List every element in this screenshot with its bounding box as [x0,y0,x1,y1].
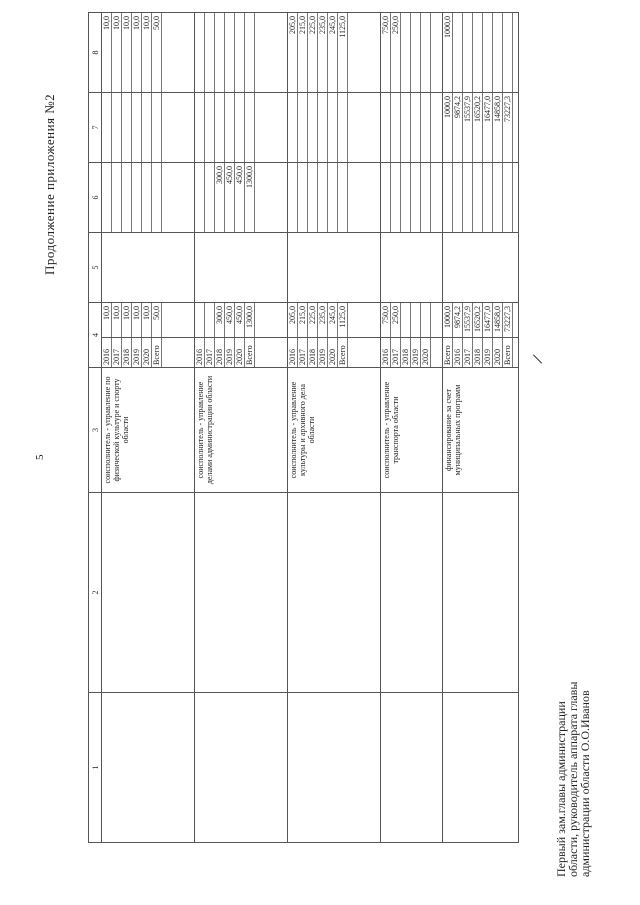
value-cell [195,13,205,92]
cell-years [195,338,288,368]
cell-col8 [288,13,381,93]
cell-col2 [288,493,381,693]
cell-col6 [195,163,288,233]
value-cell: 250,0 [391,303,401,337]
value-cell [318,163,328,232]
value-cell [421,93,431,162]
value-cell: 9874,2 [453,93,463,162]
value-cell: 450,0 [225,303,235,337]
value-cell [152,163,162,232]
value-cell [493,13,503,92]
value-cell: 2020 [421,338,431,367]
cell-col1 [195,693,288,843]
cell-col5 [381,233,443,303]
executor-text: соисполнитель - управление делами администрации области [196,375,214,485]
value-cell: 16477,0 [483,93,493,162]
column-number: 8 [89,13,102,93]
value-cell: 750,0 [381,303,391,337]
cell-col8 [195,13,288,93]
value-cell [401,303,411,337]
value-cell: 16520,2 [473,93,483,162]
cell-col6 [443,163,519,233]
value-cell [391,163,401,232]
cell-col8 [102,13,195,93]
value-cell [401,13,411,92]
pen-stroke [533,354,542,363]
cell-col8 [381,13,443,93]
value-cell [463,163,473,232]
cell-col7 [443,93,519,163]
value-cell [205,163,215,232]
cell-col5 [288,233,381,303]
value-cell: 2020 [142,338,152,367]
value-cell: 205,0 [288,303,298,337]
value-cell [463,13,473,92]
value-cell: 14858,0 [493,93,503,162]
value-cell: 245,0 [328,303,338,337]
value-cell [328,163,338,232]
value-cell: 16520,2 [473,303,483,337]
cell-col4 [443,303,519,338]
value-cell: 2020 [493,338,503,367]
value-cell: 10,0 [102,303,112,337]
value-cell [122,163,132,232]
cell-col8 [443,13,519,93]
value-cell [503,13,513,92]
cell-col6 [381,163,443,233]
executor-text: финансирование за счет муниципальных программ [444,384,462,476]
value-cell [205,13,215,92]
value-cell [473,13,483,92]
value-cell: 10,0 [142,303,152,337]
value-cell [245,13,255,92]
value-cell [288,163,298,232]
value-cell [298,93,308,162]
value-cell: 50,0 [152,13,162,92]
value-cell: 2017 [112,338,122,367]
value-cell: 10,0 [112,13,122,92]
column-number: 7 [89,93,102,163]
value-cell [338,93,348,162]
value-cell: 9874,2 [453,303,463,337]
table-row [381,13,443,843]
executor-text: соисполнитель - управление культуры и архивного дела области [289,381,316,479]
value-cell: Всего [152,338,162,367]
value-cell: 1000,0 [443,13,453,92]
value-cell [205,303,215,337]
value-cell: 10,0 [122,303,132,337]
value-cell [328,93,338,162]
cell-col6 [288,163,381,233]
value-cell [205,93,215,162]
value-cell: 2020 [328,338,338,367]
value-cell [288,93,298,162]
value-cell: 1125,0 [338,13,348,92]
value-cell [421,13,431,92]
value-cell [132,93,142,162]
value-cell: 2017 [298,338,308,367]
column-number: 6 [89,163,102,233]
value-cell: 450,0 [225,163,235,232]
value-cell [308,163,318,232]
value-cell [245,93,255,162]
value-cell [102,93,112,162]
value-cell: 10,0 [112,303,122,337]
cell-col1 [102,693,195,843]
value-cell: Всего [503,338,513,367]
value-cell: 15537,9 [463,93,473,162]
cell-col1 [443,693,519,843]
value-cell: 235,0 [318,303,328,337]
value-cell [142,163,152,232]
value-cell: 2016 [381,338,391,367]
value-cell: 10,0 [132,13,142,92]
cell-executor [381,368,443,493]
value-cell: 1000,0 [443,303,453,337]
cell-col2 [381,493,443,693]
cell-col5 [443,233,519,303]
value-cell [483,163,493,232]
value-cell: 750,0 [381,13,391,92]
value-cell [421,163,431,232]
cell-years [381,338,443,368]
value-cell: 14858,0 [493,303,503,337]
cell-years [102,338,195,368]
cell-col7 [195,93,288,163]
value-cell [235,13,245,92]
column-number: 2 [89,493,102,693]
cell-col4 [288,303,381,338]
value-cell: 2016 [453,338,463,367]
value-cell [338,163,348,232]
value-cell: 2016 [102,338,112,367]
value-cell [298,163,308,232]
value-cell: 1300,0 [245,163,255,232]
value-cell [411,163,421,232]
value-cell: 245,0 [328,13,338,92]
executor-text: соисполнитель - управление транспорта области [382,381,400,479]
value-cell: Всего [338,338,348,367]
cell-col2 [195,493,288,693]
cell-executor [102,368,195,493]
value-cell [225,13,235,92]
value-cell: 2018 [401,338,411,367]
value-cell: 2017 [205,338,215,367]
page-number: 5 [34,454,46,460]
value-cell [195,163,205,232]
value-cell [308,93,318,162]
cell-years [288,338,381,368]
table-row [288,13,381,843]
value-cell: 2018 [122,338,132,367]
value-cell [318,93,328,162]
value-cell [112,93,122,162]
value-cell: 2017 [391,338,401,367]
value-cell: 10,0 [102,13,112,92]
signature-block [555,682,591,877]
value-cell: 2019 [225,338,235,367]
value-cell [122,93,132,162]
value-cell: 2019 [483,338,493,367]
cell-col6 [102,163,195,233]
value-cell [453,13,463,92]
value-cell: 2019 [132,338,142,367]
value-cell [102,163,112,232]
table-row [195,13,288,843]
value-cell [112,163,122,232]
value-cell [493,163,503,232]
cell-col7 [381,93,443,163]
value-cell: 15537,9 [463,303,473,337]
value-cell: 225,0 [308,303,318,337]
value-cell [411,303,421,337]
signature-line: Первый зам.главы администрации [554,701,568,877]
value-cell [443,163,453,232]
value-cell [195,303,205,337]
value-cell: 10,0 [142,13,152,92]
cell-executor [195,368,288,493]
value-cell [453,163,463,232]
value-cell [401,93,411,162]
cell-col7 [102,93,195,163]
value-cell: 215,0 [298,13,308,92]
cell-col7 [288,93,381,163]
column-number: 1 [89,693,102,843]
value-cell [411,13,421,92]
cell-col5 [102,233,195,303]
cell-col4 [102,303,195,338]
value-cell: 16477,0 [483,303,493,337]
value-cell: 2017 [463,338,473,367]
value-cell [152,93,162,162]
value-cell: 205,0 [288,13,298,92]
value-cell [215,13,225,92]
value-cell [411,93,421,162]
value-cell: 2020 [235,338,245,367]
value-cell [381,163,391,232]
appendix-heading: Продолжение приложения №2 [42,93,57,275]
value-cell: 2019 [318,338,328,367]
value-cell: 450,0 [235,303,245,337]
column-number: 5 [89,233,102,303]
cell-executor [288,368,381,493]
value-cell: 450,0 [235,163,245,232]
value-cell [195,93,205,162]
executor-text: соисполнитель - управление по физической культуре и спорту области [103,376,130,484]
value-cell: 50,0 [152,303,162,337]
value-cell [381,93,391,162]
value-cell: 1300,0 [245,303,255,337]
signature-line: администрации области О.О.Иванов [578,690,592,877]
column-number: 3 [89,368,102,493]
funding-table [88,12,519,843]
value-cell: 300,0 [215,303,225,337]
column-number-row [89,13,102,843]
value-cell: 2018 [308,338,318,367]
value-cell: 73227,3 [503,303,513,337]
value-cell [215,93,225,162]
value-cell: 300,0 [215,163,225,232]
value-cell [235,93,245,162]
value-cell: 2019 [411,338,421,367]
value-cell [421,303,431,337]
value-cell: Всего [443,338,453,367]
cell-col4 [195,303,288,338]
cell-col5 [195,233,288,303]
value-cell: 1000,0 [443,93,453,162]
value-cell: 235,0 [318,13,328,92]
cell-col1 [381,693,443,843]
column-number: 4 [89,303,102,368]
cell-executor [443,368,519,493]
value-cell: 2016 [195,338,205,367]
value-cell: 225,0 [308,13,318,92]
value-cell [391,93,401,162]
value-cell: 1125,0 [338,303,348,337]
value-cell [483,13,493,92]
value-cell: Всего [245,338,255,367]
value-cell: 250,0 [391,13,401,92]
value-cell [401,163,411,232]
cell-col4 [381,303,443,338]
table-row [102,13,195,843]
cell-years [443,338,519,368]
cell-col1 [288,693,381,843]
value-cell [225,93,235,162]
signature-line: области, руководитель аппарата главы [566,681,580,877]
value-cell [473,163,483,232]
value-cell: 73227,3 [503,93,513,162]
value-cell: 2016 [288,338,298,367]
cell-col2 [443,493,519,693]
value-cell [132,163,142,232]
value-cell: 2018 [473,338,483,367]
value-cell: 2018 [215,338,225,367]
cell-col2 [102,493,195,693]
value-cell [503,163,513,232]
value-cell [142,93,152,162]
table-row [443,13,519,843]
value-cell: 10,0 [122,13,132,92]
value-cell: 10,0 [132,303,142,337]
value-cell: 215,0 [298,303,308,337]
